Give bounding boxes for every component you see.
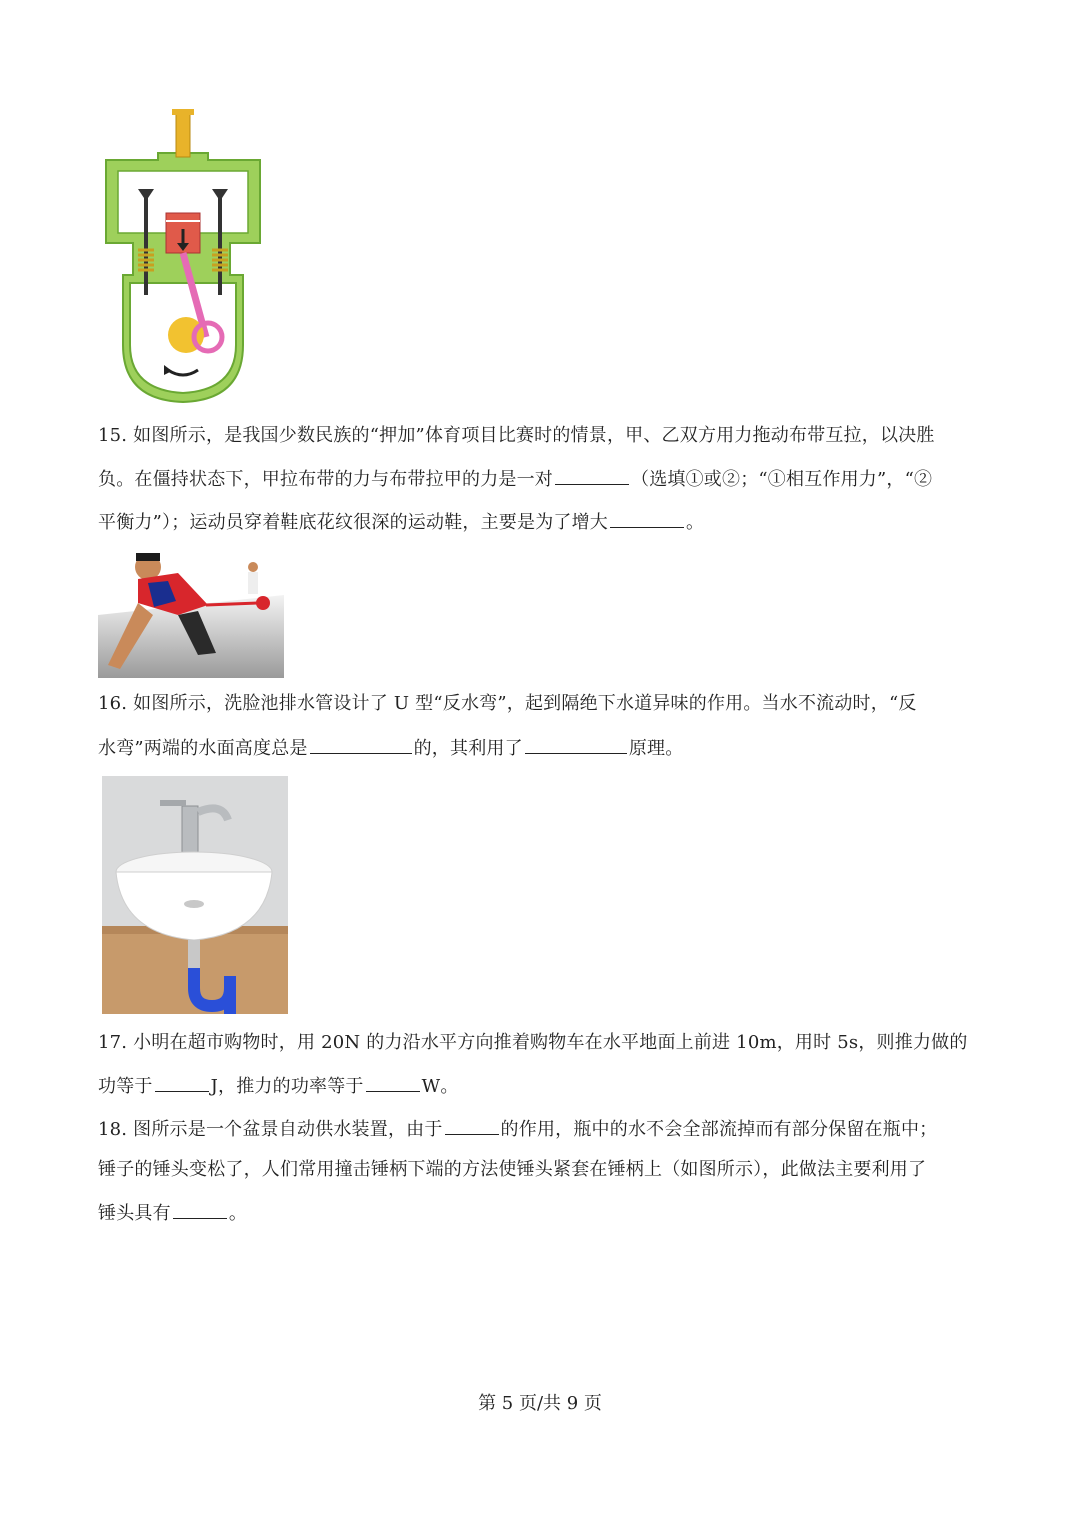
q17-blank-power[interactable] — [366, 1073, 420, 1092]
washbasin-photo — [102, 776, 288, 1014]
page-number-footer: 第 5 页/共 9 页 — [478, 1393, 602, 1414]
q18-line-2: 锤子的锤头变松了，人们常用撞击锤柄下端的方法使锤头紧套在锤柄上（如图所示），此做法主要利用了 — [98, 1159, 927, 1180]
q15-line-2: 负。在僵持状态下，甲拉布带的力与布带拉甲的力是一对 （选填①或②；“①相互作用力”，“② — [98, 466, 932, 492]
q15-blank-1[interactable] — [555, 466, 629, 485]
tug-of-war-photo — [98, 545, 284, 678]
engine-diagram-figure — [98, 105, 268, 405]
q15-blank-2[interactable] — [610, 509, 684, 528]
q16-blank-2[interactable] — [525, 735, 627, 754]
q18-blank-1[interactable] — [445, 1116, 499, 1135]
q18-blank-2[interactable] — [173, 1200, 227, 1219]
q17-line-1: 17. 小明在超市购物时，用 20N 的力沿水平方向推着购物车在水平地面上前进 10m，用时 5s，则推力做的 — [98, 1032, 968, 1053]
q17-line-2: 功等于 J，推力的功率等于 W。 — [98, 1073, 459, 1099]
q18-line-3: 锤头具有 。 — [98, 1200, 247, 1226]
q15-line-1: 15. 如图所示，是我国少数民族的“押加”体育项目比赛时的情景，甲、乙双方用力拖动布带互拉，以决胜 — [98, 425, 935, 446]
q15-line-3: 平衡力”）；运动员穿着鞋底花纹很深的运动鞋，主要是为了增大 。 — [98, 509, 704, 535]
q16-line-2: 水弯”两端的水面高度总是 的，其利用了 原理。 — [98, 735, 683, 761]
q17-blank-work[interactable] — [155, 1073, 209, 1092]
q16-line-1: 16. 如图所示，洗脸池排水管设计了 U 型“反水弯”，起到隔绝下水道异味的作用。当水不流动时，“反 — [98, 693, 917, 714]
q16-blank-1[interactable] — [310, 735, 412, 754]
q18-line-1: 18. 图所示是一个盆景自动供水装置，由于 的作用，瓶中的水不会全部流掉而有部分保留在瓶中； — [98, 1116, 937, 1142]
